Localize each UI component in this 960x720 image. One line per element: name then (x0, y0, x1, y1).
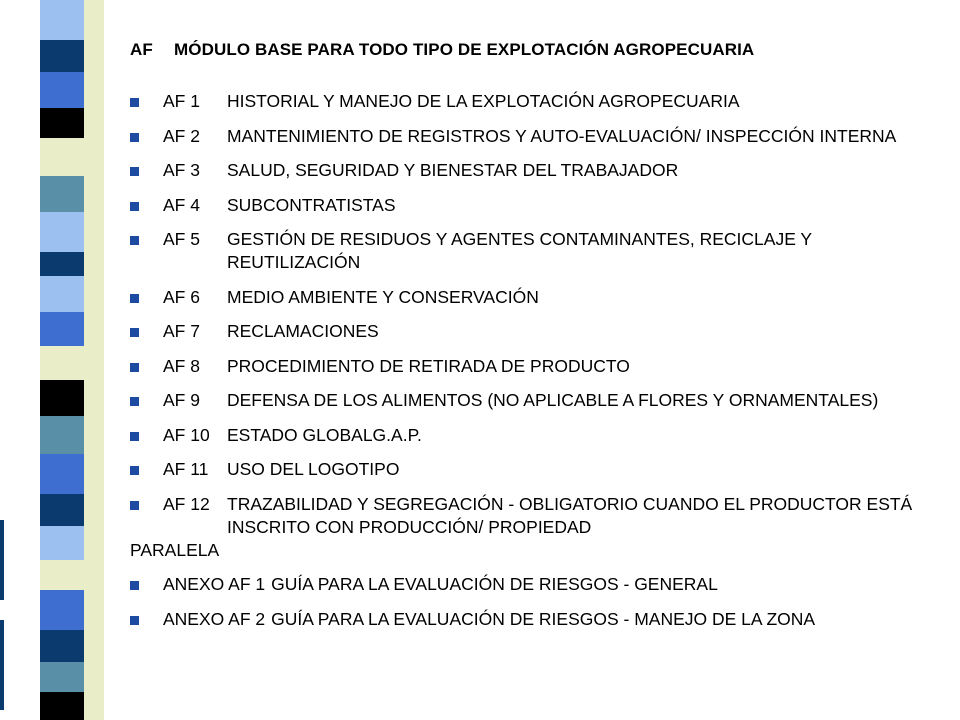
square-bullet-icon (130, 202, 139, 211)
strip-block (40, 212, 84, 252)
square-bullet-icon (130, 363, 139, 372)
strip-block (40, 590, 84, 630)
square-bullet-icon (130, 167, 139, 176)
square-bullet-icon (130, 328, 139, 337)
strip-block (40, 454, 84, 494)
strip-block (40, 176, 84, 212)
module-title-text: MÓDULO BASE PARA TODO TIPO DE EXPLOTACIÓN AGROPECUARIA (174, 40, 755, 59)
strip-block (40, 560, 84, 590)
item-text: ESTADO GLOBALG.A.P. (227, 424, 422, 445)
item-text: SALUD, SEGURIDAD Y BIENESTAR DEL TRABAJADOR (227, 160, 679, 180)
item-code: AF 8 (163, 355, 200, 376)
strip-block (40, 630, 84, 662)
decorative-strip (0, 0, 104, 720)
list-item (130, 286, 930, 309)
strip-block (40, 72, 84, 108)
square-bullet-icon (130, 432, 139, 441)
item-code: AF 6 (163, 286, 200, 307)
strip-block (0, 520, 4, 600)
strip-block (40, 0, 84, 40)
strip-block (40, 526, 84, 560)
square-bullet-icon (130, 133, 139, 142)
list-item (130, 424, 930, 447)
list-item (130, 458, 930, 481)
item-text: HISTORIAL Y MANEJO DE LA EXPLOTACIÓN AGROPECUARIA (227, 91, 740, 111)
list-item (130, 194, 930, 217)
strip-block (40, 276, 84, 312)
item-text: GUÍA PARA LA EVALUACIÓN DE RIESGOS - MANEJO DE LA ZONA (271, 608, 816, 629)
list-item (130, 159, 930, 182)
square-bullet-icon (130, 616, 139, 625)
strip-block (0, 620, 4, 710)
list-item (130, 90, 930, 113)
item-code: AF 5 (163, 229, 200, 249)
list-item (130, 355, 930, 378)
module-title-code: AF (130, 40, 153, 59)
strip-block (40, 662, 84, 692)
list-item (130, 320, 930, 343)
square-bullet-icon (130, 294, 139, 303)
item-code: ANEXO AF 2 (163, 608, 266, 629)
strip-block (40, 692, 84, 720)
square-bullet-icon (130, 581, 139, 590)
strip-block (40, 312, 84, 346)
strip-block (40, 494, 84, 526)
slide-content (130, 40, 930, 642)
item-text: GUÍA PARA LA EVALUACIÓN DE RIESGOS - GENERAL (271, 574, 718, 594)
square-bullet-icon (130, 98, 139, 107)
strip-block (40, 108, 84, 138)
item-text: TRAZABILIDAD Y SEGREGACIÓN - OBLIGATORIO CUANDO EL PRODUCTOR ESTÁ INSCRITO CON PRODUCCIÓN/ PROPIEDAD (227, 493, 913, 537)
item-text: MEDIO AMBIENTE Y CONSERVACIÓN (227, 286, 539, 307)
list-item (130, 125, 930, 148)
list-item (130, 573, 930, 596)
item-code: AF 11 (163, 459, 209, 479)
square-bullet-icon (130, 397, 139, 406)
module-list (130, 90, 930, 631)
strip-block (40, 346, 84, 380)
item-code: ANEXO AF 1 (163, 574, 266, 594)
item-code: AF 4 (163, 194, 200, 215)
square-bullet-icon (130, 236, 139, 245)
list-item (130, 493, 930, 562)
item-code: AF 9 (163, 390, 200, 410)
strip-block (40, 380, 84, 416)
square-bullet-icon (130, 466, 139, 475)
item-code: AF 3 (163, 160, 200, 180)
item-text: PROCEDIMIENTO DE RETIRADA DE PRODUCTO (227, 355, 630, 376)
item-code: AF 1 (163, 91, 200, 111)
item-text: USO DEL LOGOTIPO (227, 459, 400, 479)
item-text-continuation: PARALELA (130, 539, 220, 560)
item-text: GESTIÓN DE RESIDUOS Y AGENTES CONTAMINANTES, RECICLAJE Y REUTILIZACIÓN (227, 229, 812, 272)
strip-block (40, 138, 84, 176)
module-title (130, 40, 930, 60)
item-text: MANTENIMIENTO DE REGISTROS Y AUTO-EVALUACIÓN/ INSPECCIÓN INTERNA (227, 125, 897, 146)
item-code: AF 7 (163, 321, 200, 341)
strip-block (40, 252, 84, 276)
item-code: AF 2 (163, 125, 200, 146)
strip-block (40, 40, 84, 72)
item-code: AF 10 (163, 424, 210, 445)
item-text: DEFENSA DE LOS ALIMENTOS (NO APLICABLE A FLORES Y ORNAMENTALES) (227, 390, 879, 410)
strip-block (40, 416, 84, 454)
square-bullet-icon (130, 501, 139, 510)
list-item (130, 389, 930, 412)
item-code: AF 12 (163, 493, 210, 514)
strip-block (84, 0, 104, 720)
item-text: RECLAMACIONES (227, 321, 379, 341)
list-item (130, 608, 930, 631)
item-text: SUBCONTRATISTAS (227, 194, 396, 215)
list-item (130, 228, 930, 274)
